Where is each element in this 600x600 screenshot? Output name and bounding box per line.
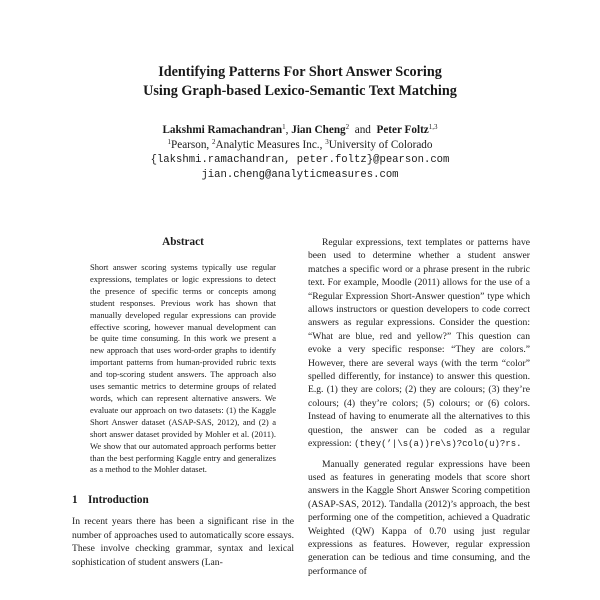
abstract-text: Short answer scoring systems typically use regular expressions, templates or logic expressions to detect the presence of specific terms or concepts among student responses. Previous work has shown that manually developed regular expressions can provide effective scoring, however manual development can be quite time consuming. In this work we present a new approach that uses word-order graphs to identify important patterns from human-provided rubric texts and top-scoring student answers. The approach also uses semantic metrics to determine groups of related words, which can represent alternative answers. We evaluate our approach on two datasets: (1) the Kaggle Short Answer dataset (ASAP-SAS, 2012), and (2) a short answer dataset provided by Mohler et al. (2011). We show that our automated approach performs better than the best performing Kaggle entry and generalizes as a method to the Mohler dataset.	[90, 262, 276, 475]
author-3: Peter Foltz	[376, 124, 429, 136]
author-separator: ,	[285, 124, 289, 136]
regex-paragraph	[308, 236, 530, 452]
title-line-1: Identifying Patterns For Short Answer Scoring	[158, 64, 442, 80]
aff-1-sup: 1	[167, 138, 172, 146]
email-line-2: jian.cheng@analyticmeasures.com	[201, 169, 399, 181]
affiliations	[0, 138, 600, 153]
author-block	[0, 123, 600, 183]
left-column	[72, 236, 294, 569]
intro-heading	[72, 494, 294, 506]
title-line-2: Using Graph-based Lexico-Semantic Text Matching	[143, 83, 457, 99]
intro-section-title: Introduction	[88, 494, 149, 507]
author-and: and	[354, 124, 371, 136]
author-names	[0, 123, 600, 138]
email-line-1: {lakshmi.ramachandran, peter.foltz}@pearson.com	[150, 154, 450, 166]
aff-3: University of Colorado	[328, 139, 433, 151]
author-3-sup: 1,3	[428, 123, 438, 131]
intro-paragraph: In recent years there has been a significant rise in the number of approaches used to automatically score essays. These involve checking grammar, syntax and lexical sophistication of student answers (Lan-	[72, 516, 294, 568]
author-1: Lakshmi Ramachandran	[162, 124, 283, 136]
aff-3-sup: 3	[325, 138, 329, 146]
right-column	[308, 236, 530, 578]
aff-2: Analytic Measures Inc.,	[215, 139, 323, 151]
author-2: Jian Cheng	[291, 124, 346, 136]
author-1-sup: 1	[282, 123, 286, 131]
regex-paragraph-text: Regular expressions, text templates or patterns have been used to determine whether a student answer matches a specific word or a phrase present in the rubric text. For example, Moodle (2011) allows for the use of a “Regular Expression Short-Answer question” type which allows instructors or question developers to code correct answers as regular expressions. Consider the question: “What are blue, red and yellow?” This question can evoke a very specific response: “They are colors.” However, there are several ways (with the term “color” spelled differently, for instance) to answer this question. E.g. (1) they are colors; (2) they are colours; (3) they’re colours; (4) they’re colors; (5) colours; or (6) colors. Instead of having to enumerate all the alternatives to this question, the answer can be coded as a regular expression:	[308, 237, 530, 450]
author-2-sup: 2	[345, 123, 350, 131]
abstract-heading: Abstract	[162, 236, 204, 248]
paper-title	[0, 63, 600, 101]
kaggle-paragraph: Manually generated regular expressions have been used as features in generating models that score short answers in the Kaggle Short Answer Scoring competition (ASAP-SAS, 2012). Tandalla (2012)’s approach, the best performing one of the competition, achieved a Quadratic Weighted (QW) Kappa of 0.70 using just regular expressions as features. However, regular expression generation can be tedious and time consuming, and the performance of	[308, 458, 530, 577]
aff-2-sup: 2	[212, 138, 216, 146]
aff-1: Pearson,	[171, 139, 210, 151]
intro-section-number: 1	[72, 494, 78, 507]
regex-example: (they(’|\s(a))re\s)?colo(u)?rs.	[354, 439, 522, 450]
